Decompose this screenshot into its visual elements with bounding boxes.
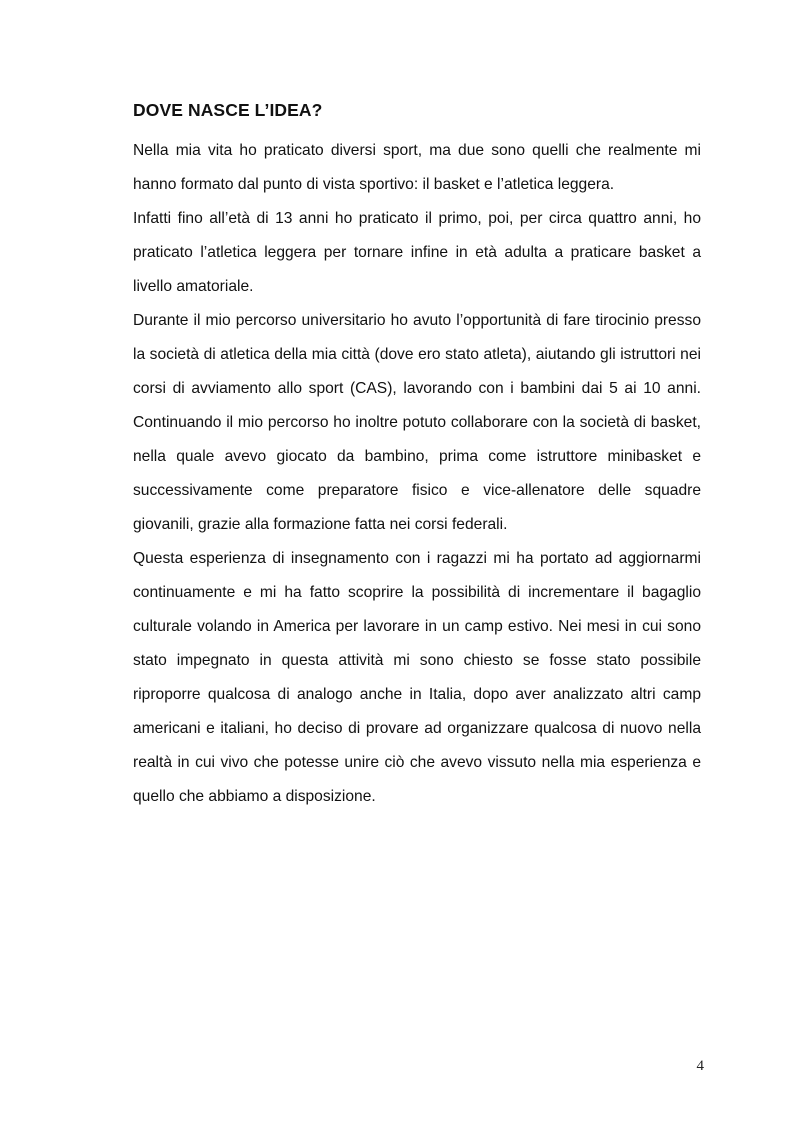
section-heading: DOVE NASCE L’IDEA? xyxy=(133,100,323,120)
paragraph: Questa esperienza di insegnamento con i ragazzi mi ha portato ad aggiornarmi continuamente e mi ha fatto scoprire la possibilità di incrementare il bagaglio culturale volando in America per lavorare in un camp estivo. Nei mesi in cui sono stato impegnato in questa attività mi sono chiesto se fosse stato possibile riproporre qualcosa di analogo anche in Italia, dopo aver analizzato altri camp americani e italiani, ho deciso di provare ad organizzare qualcosa di nuovo nella realtà in cui vivo che potesse unire ciò che avevo vissuto nella mia esperienza e quello che abbiamo a disposizione. xyxy=(133,550,701,805)
page-number: 4 xyxy=(696,1058,704,1074)
paragraph: Infatti fino all’età di 13 anni ho praticato il primo, poi, per circa quattro anni, ho praticato l’atletica leggera per tornare infine in età adulta a praticare basket a livello amatoriale. xyxy=(133,210,701,295)
paragraph: Durante il mio percorso universitario ho avuto l’opportunità di fare tirocinio presso la società di atletica della mia città (dove ero stato atleta), aiutando gli istruttori nei corsi di avviamento allo sport (CAS), lavorando con i bambini dai 5 ai 10 anni. Continuando il mio percorso ho inoltre potuto collaborare con la società di basket, nella quale avevo giocato da bambino, prima come istruttore minibasket e successivamente come preparatore fisico e vice-allenatore delle squadre giovanili, grazie alla formazione fatta nei corsi federali. xyxy=(133,312,701,533)
paragraph: Nella mia vita ho praticato diversi sport, ma due sono quelli che realmente mi hanno formato dal punto di vista sportivo: il basket e l’atletica leggera. xyxy=(133,142,701,193)
body-text xyxy=(133,134,701,814)
